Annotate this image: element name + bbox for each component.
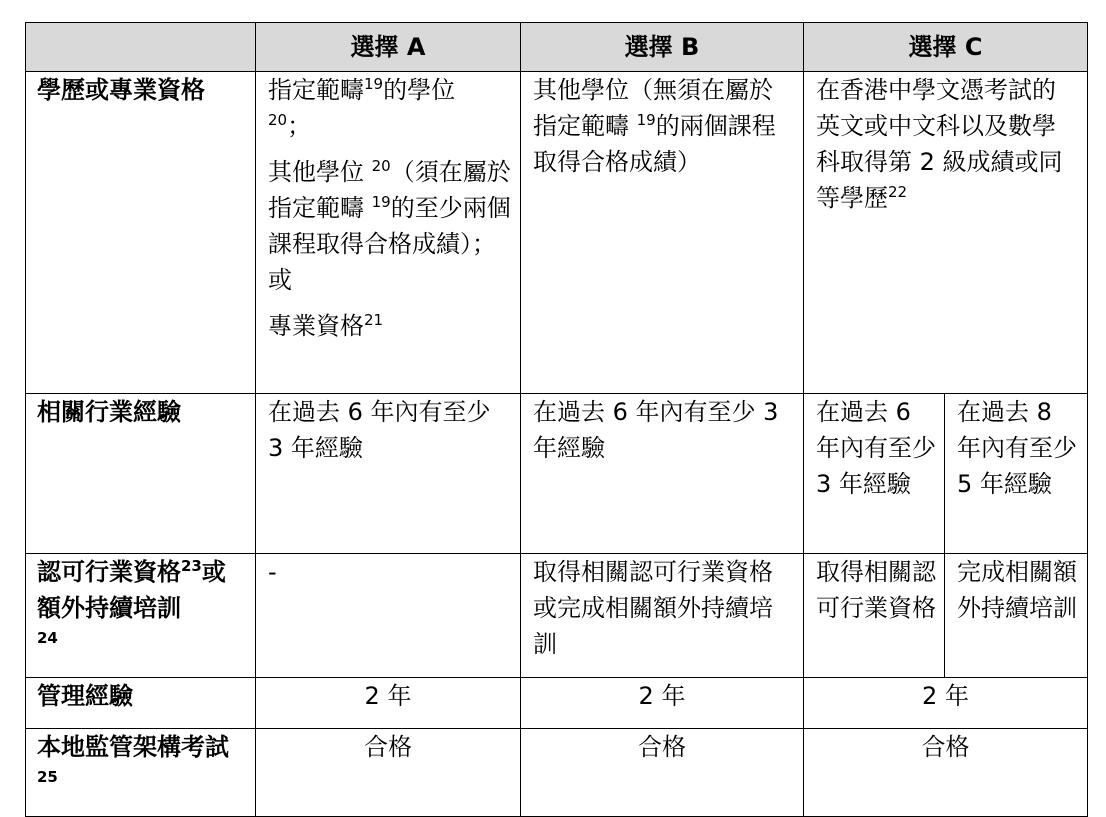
management-option-c: 2 年 [804, 678, 1088, 729]
accreditation-option-a: - [256, 554, 521, 678]
qualification-a-other-degree: 其他學位 $^{20}$（須在屬於指定範疇 $^{19}$的至少兩個課程取得合格成績）；或 [268, 157, 511, 294]
row-accreditation [26, 554, 1088, 678]
row-management [26, 678, 1088, 729]
header-option-a: 選擇 A [256, 23, 521, 72]
qualification-a-professional: 專業資格$^{21}$ [268, 311, 384, 340]
header-row [26, 23, 1088, 72]
row-qualification [26, 72, 1088, 394]
experience-option-a: 在過去 6 年內有至少 3 年經驗 [256, 394, 521, 554]
row-label-qualification: 學歷或專業資格 [26, 72, 256, 394]
experience-option-c1: 在過去 6 年內有至少 3 年經驗 [804, 394, 945, 554]
row-label-management: 管理經驗 [26, 678, 256, 729]
qualification-option-b: 其他學位（無須在屬於指定範疇 $^{19}$的兩個課程取得合格成績） [521, 72, 804, 394]
row-label-exam: 本地監管架構考試$^{25}$ [26, 729, 256, 817]
accreditation-option-c2: 完成相關額外持續培訓 [945, 554, 1088, 678]
requirements-table [25, 22, 1088, 817]
row-exam [26, 729, 1088, 817]
row-label-experience: 相關行業經驗 [26, 394, 256, 554]
accreditation-option-c1: 取得相關認可行業資格 [804, 554, 945, 678]
experience-option-b: 在過去 6 年內有至少 3 年經驗 [521, 394, 804, 554]
management-option-a: 2 年 [256, 678, 521, 729]
accreditation-option-b: 取得相關認可行業資格或完成相關額外持續培訓 [521, 554, 804, 678]
exam-option-b: 合格 [521, 729, 804, 817]
header-option-c: 選擇 C [804, 23, 1088, 72]
exam-option-c: 合格 [804, 729, 1088, 817]
management-option-b: 2 年 [521, 678, 804, 729]
experience-option-c2: 在過去 8 年內有至少 5 年經驗 [945, 394, 1088, 554]
exam-option-a: 合格 [256, 729, 521, 817]
qualification-a-degree: 指定範疇$^{19}$的學位 $^{20}$； [268, 75, 456, 140]
header-option-b: 選擇 B [521, 23, 804, 72]
row-experience [26, 394, 1088, 554]
qualification-option-a [256, 72, 521, 394]
qualification-option-c: 在香港中學文憑考試的英文或中文科以及數學科取得第 2 級成績或同等學歷$^{22}$ [804, 72, 1088, 394]
header-corner-cell [26, 23, 256, 72]
row-label-accreditation: 認可行業資格$^{23}$或額外持續培訓 $^{24}$ [26, 554, 256, 678]
